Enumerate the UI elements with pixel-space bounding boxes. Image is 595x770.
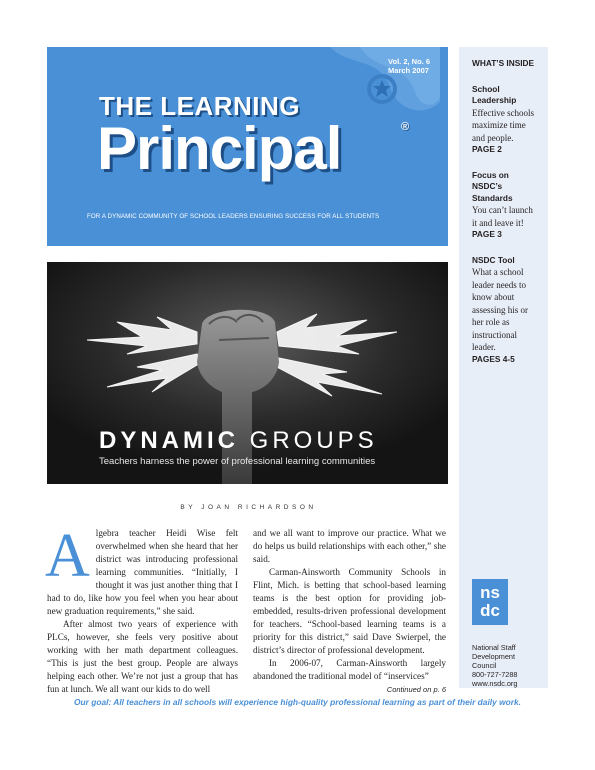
org-phone: 800-727-7288 [472, 670, 518, 679]
issue-date: March 2007 [388, 66, 429, 75]
sidebar-item-page: PAGES 4-5 [472, 353, 515, 364]
sidebar-item-nsdc-tool[interactable] [472, 255, 540, 366]
paragraph-text: lgebra teacher Heidi Wise felt overwhelmed when she heard that her district was introducing professional learning communities. “Initially, I thought it was just another thing that I had to do, like how you feel when you hear about new graduation requirements,” she said. [47, 528, 238, 616]
drop-cap: A [45, 522, 90, 590]
sidebar-item-text: Effective schools maximize time and people. [472, 107, 535, 143]
sidebar-item-title: NSDC Tool [472, 254, 515, 265]
issue-volume: Vol. 2, No. 6 [388, 57, 430, 66]
sidebar-item-text: You can’t launch it and leave it! [472, 205, 533, 228]
sidebar-item-title: Focus on NSDC’s Standards [472, 169, 513, 203]
logo-text-top: ns [480, 583, 500, 602]
org-website[interactable]: www.nsdc.org [472, 679, 518, 688]
article-column-2 [253, 527, 446, 696]
whats-inside-sidebar [459, 47, 548, 688]
hero-title-bold: DYNAMIC [99, 427, 239, 454]
article-paragraph: Carman-Ainsworth Community Schools in Flint, Mich. is betting that school-based learning teams is the best option for providing job-embedded, results-driven professional development for teachers. “School-based learning teams is a priority for this district,” said Dave Swierpel, the district’s director of professional development. [253, 567, 446, 655]
sidebar-item-page: PAGE 3 [472, 229, 502, 239]
article-paragraph: After almost two years of experience with PLCs, however, she feels very positive about working with her math department colleagues. “This is just the best group. People are always helping each other. We’re not just a group that has fun at lunch. We all want our kids to do well [47, 619, 238, 694]
byline: BY JOAN RICHARDSON [180, 504, 317, 511]
hero-image [47, 262, 448, 484]
hero-title-light: GROUPS [249, 427, 378, 454]
article-paragraph: and we all want to improve our practice. What we do helps us build relationships with each other,” she said. [253, 528, 446, 564]
article-paragraph: In 2006-07, Carman-Ainsworth largely abandoned the traditional model of “inservices” [253, 658, 446, 681]
org-name-line: Council [472, 661, 497, 670]
org-name-line: Development [472, 652, 515, 661]
continued-link[interactable]: Continued on p. 6 [386, 685, 446, 694]
article-column-1 [45, 522, 238, 696]
masthead [47, 47, 448, 246]
sidebar-item-standards[interactable] [472, 170, 540, 241]
masthead-title-main: Principal [97, 115, 342, 182]
sidebar-heading: WHAT’S INSIDE [472, 58, 535, 68]
masthead-tagline: FOR A DYNAMIC COMMUNITY OF SCHOOL LEADERS ENSURING SUCCESS FOR ALL STUDENTS [87, 213, 380, 220]
goal-statement: Our goal: All teachers in all schools will experience high-quality professional learning as part of their daily work. [74, 697, 521, 707]
issue-info [388, 57, 430, 75]
sidebar-item-title: School Leadership [472, 83, 517, 105]
hero-subtitle: Teachers harness the power of professional learning communities [99, 456, 376, 467]
org-contact [472, 643, 517, 688]
article-paragraph [45, 522, 238, 618]
masthead-title-top: THE LEARNING [99, 91, 300, 121]
nsdc-logo [472, 579, 508, 625]
hero-title [99, 427, 378, 455]
org-name-line: National Staff [472, 643, 516, 652]
sidebar-item-page: PAGE 2 [472, 144, 502, 154]
sidebar-item-text: What a school leader needs to know about assessing his or her role as instructional leader. [472, 267, 528, 352]
logo-text-bottom: dc [480, 601, 500, 620]
sidebar-item-school-leadership[interactable] [472, 84, 540, 156]
registered-mark: ® [401, 121, 410, 133]
